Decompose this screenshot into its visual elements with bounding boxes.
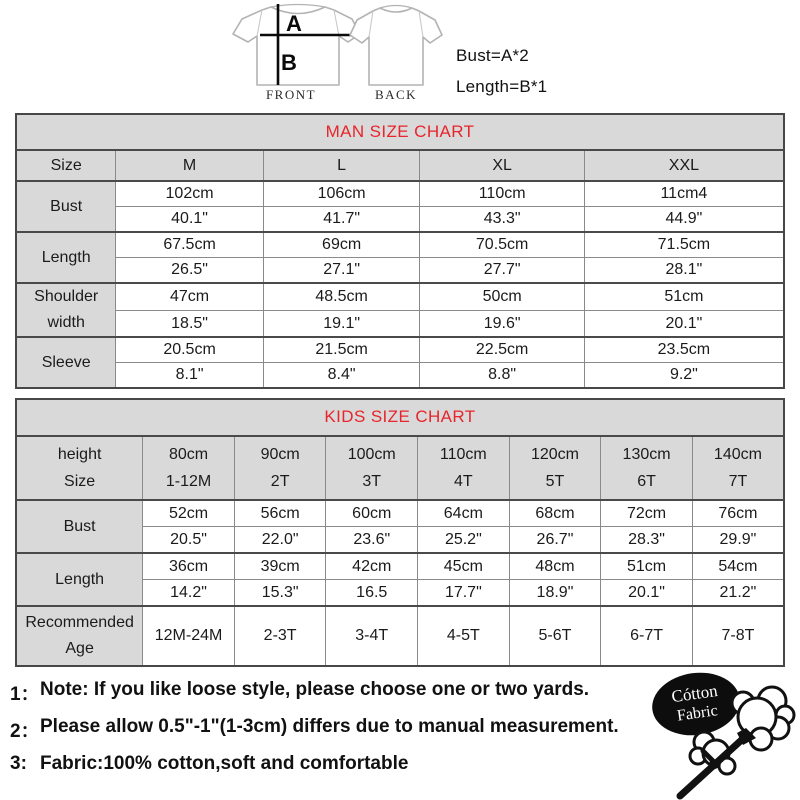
man-inch-cell: 9.2": [584, 363, 784, 389]
tshirt-back-collar: [380, 6, 412, 9]
man-inch-cell: 19.6": [420, 310, 584, 337]
kids-cm-cell: 48cm: [509, 553, 601, 580]
man-cm-cell: 21.5cm: [263, 337, 420, 363]
man-size-header: Size: [16, 150, 116, 181]
kids-col-header: 110cm 4T: [418, 436, 510, 500]
man-cm-cell: 22.5cm: [420, 337, 584, 363]
man-cm-cell: 67.5cm: [116, 232, 263, 258]
note-text: Please allow 0.5"-1"(1-3cm) differs due to manual measurement.: [40, 716, 619, 737]
man-inch-cell: 18.5": [116, 310, 263, 337]
kids-age-cell: 12M-24M: [143, 606, 235, 666]
kids-inch-cell: 29.9": [692, 527, 784, 554]
kids-inch-cell: 22.0": [234, 527, 326, 554]
man-inch-cell: 26.5": [116, 258, 263, 284]
kids-col-header: 80cm 1-12M: [143, 436, 235, 500]
man-inch-cell: 40.1": [116, 207, 263, 233]
man-inch-cell: 20.1": [584, 310, 784, 337]
kids-col-header: 100cm 3T: [326, 436, 418, 500]
man-row-label-sleeve: Sleeve: [16, 337, 116, 388]
note-line-3: [10, 753, 408, 775]
man-inch-cell: 44.9": [584, 207, 784, 233]
man-cm-cell: 11cm4: [584, 181, 784, 207]
kids-inch-cell: 16.5: [326, 580, 418, 607]
kids-inch-cell: 20.1": [601, 580, 693, 607]
kids-cm-cell: 52cm: [143, 500, 235, 527]
kids-cm-cell: 64cm: [418, 500, 510, 527]
length-formula: Length=B*1: [456, 77, 548, 96]
note-number: 1：: [10, 684, 40, 705]
man-row-label-shoulder: Shoulder width: [16, 283, 116, 337]
man-cm-cell: 23.5cm: [584, 337, 784, 363]
kids-cm-cell: 68cm: [509, 500, 601, 527]
man-cm-cell: 20.5cm: [116, 337, 263, 363]
kids-cm-cell: 76cm: [692, 500, 784, 527]
kids-row-label-age: Recommended Age: [16, 606, 143, 666]
kids-inch-cell: 20.5": [143, 527, 235, 554]
man-col-header-m: M: [116, 150, 263, 181]
man-cm-cell: 102cm: [116, 181, 263, 207]
kids-cm-cell: 60cm: [326, 500, 418, 527]
man-cm-cell: 48.5cm: [263, 283, 420, 310]
kids-age-cell: 7-8T: [692, 606, 784, 666]
man-inch-cell: 19.1": [263, 310, 420, 337]
man-cm-cell: 51cm: [584, 283, 784, 310]
kids-row-label-bust: Bust: [16, 500, 143, 553]
man-row-label-length: Length: [16, 232, 116, 283]
note-line-2: [10, 716, 619, 743]
man-cm-cell: 70.5cm: [420, 232, 584, 258]
man-size-chart-table: [15, 113, 785, 389]
man-cm-cell: 47cm: [116, 283, 263, 310]
note-text: Fabric:100% cotton,soft and comfortable: [40, 753, 409, 774]
kids-row-label-length: Length: [16, 553, 143, 606]
man-inch-cell: 27.7": [420, 258, 584, 284]
kids-inch-cell: 28.3": [601, 527, 693, 554]
note-text: Note: If you like loose style, please choose one or two yards.: [40, 679, 590, 700]
man-inch-cell: 8.1": [116, 363, 263, 389]
kids-age-cell: 6-7T: [601, 606, 693, 666]
kids-inch-cell: 26.7": [509, 527, 601, 554]
back-label: BACK: [374, 87, 418, 102]
kids-inch-cell: 18.9": [509, 580, 601, 607]
man-cm-cell: 69cm: [263, 232, 420, 258]
kids-cm-cell: 42cm: [326, 553, 418, 580]
front-label: FRONT: [265, 87, 317, 102]
man-inch-cell: 8.8": [420, 363, 584, 389]
man-inch-cell: 43.3": [420, 207, 584, 233]
kids-cm-cell: 45cm: [418, 553, 510, 580]
bust-formula: Bust=A*2: [456, 46, 529, 65]
kids-inch-cell: 25.2": [418, 527, 510, 554]
man-cm-cell: 71.5cm: [584, 232, 784, 258]
note-number: 3:: [10, 753, 27, 774]
measure-formulas: [456, 46, 547, 108]
tshirt-back-outline: [350, 8, 442, 85]
kids-col-header: 130cm 6T: [601, 436, 693, 500]
kids-chart-title: KIDS SIZE CHART: [16, 399, 784, 436]
logo-text-line2: Fabric: [675, 702, 719, 725]
kids-col-header: 140cm 7T: [692, 436, 784, 500]
man-inch-cell: 8.4": [263, 363, 420, 389]
measure-letter-b: B: [281, 50, 297, 75]
man-col-header-l: L: [263, 150, 420, 181]
measure-letter-a: A: [286, 11, 302, 36]
man-chart-title: MAN SIZE CHART: [16, 114, 784, 150]
kids-cm-cell: 54cm: [692, 553, 784, 580]
kids-col-header: 120cm 5T: [509, 436, 601, 500]
note-number: 2：: [10, 721, 40, 742]
kids-inch-cell: 21.2": [692, 580, 784, 607]
kids-cm-cell: 72cm: [601, 500, 693, 527]
kids-inch-cell: 14.2": [143, 580, 235, 607]
kids-cm-cell: 51cm: [601, 553, 693, 580]
kids-inch-cell: 15.3": [234, 580, 326, 607]
kids-inch-cell: 23.6": [326, 527, 418, 554]
man-inch-cell: 28.1": [584, 258, 784, 284]
kids-header-label: [16, 436, 143, 500]
kids-header-height: height: [57, 446, 102, 463]
man-inch-cell: 27.1": [263, 258, 420, 284]
man-row-label-bust: Bust: [16, 181, 116, 232]
kids-col-header: 90cm 2T: [234, 436, 326, 500]
man-inch-cell: 41.7": [263, 207, 420, 233]
man-cm-cell: 106cm: [263, 181, 420, 207]
kids-age-cell: 4-5T: [418, 606, 510, 666]
kids-age-cell: 2-3T: [234, 606, 326, 666]
man-col-header-xl: XL: [420, 150, 584, 181]
kids-cm-cell: 39cm: [234, 553, 326, 580]
kids-cm-cell: 56cm: [234, 500, 326, 527]
note-line-1: [10, 679, 589, 706]
man-cm-cell: 50cm: [420, 283, 584, 310]
kids-inch-cell: 17.7": [418, 580, 510, 607]
logo-text-line1: Cótton: [670, 680, 719, 707]
kids-age-cell: 5-6T: [509, 606, 601, 666]
man-col-header-xxl: XXL: [584, 150, 784, 181]
tshirt-back-diagram: [344, 3, 448, 88]
kids-header-size: Size: [64, 473, 96, 490]
kids-age-cell: 3-4T: [326, 606, 418, 666]
kids-size-chart-table: [15, 398, 785, 667]
cotton-fabric-logo: [650, 668, 800, 800]
man-cm-cell: 110cm: [420, 181, 584, 207]
kids-cm-cell: 36cm: [143, 553, 235, 580]
